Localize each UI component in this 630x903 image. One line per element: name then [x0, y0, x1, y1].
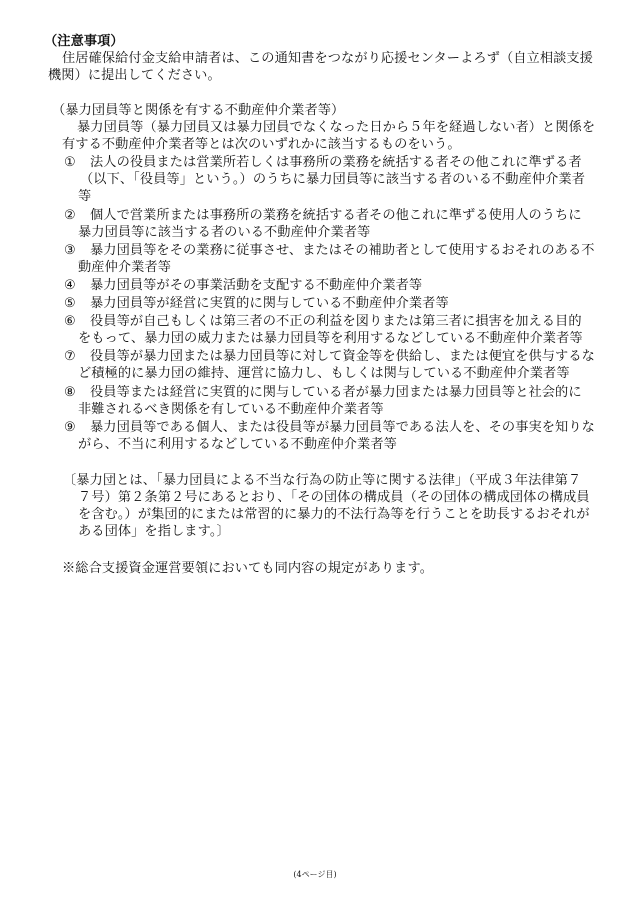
definition-line-3: を含む。）が集団的にまたは常習的に暴力的不法行為等を行うことを助長するおそれが: [78, 507, 590, 522]
definition-line-4: ある団体」を指します。〕: [78, 524, 230, 539]
list-item-text: 役員等または経営に実質的に関与している者が暴力団または暴力団員等と社会的に: [90, 385, 582, 400]
list-item-text: 暴力団員等である個人、または役員等が暴力団員等である法人を、その事実を知りな: [90, 420, 595, 435]
list-item-text: 役員等が自己もしくは第三者の不正の利益を図りまたは第三者に損害を加える目的: [90, 314, 582, 329]
list-item-number: ③: [64, 243, 76, 258]
section-intro-line-1: 暴力団員等（暴力団員又は暴力団員でなくなった日から５年を経過しない者）と関係を: [77, 120, 596, 135]
list-item-text: がら、不当に利用するなどしている不動産仲介業者等: [78, 437, 397, 452]
list-item-number: ⑤: [64, 296, 76, 311]
list-item-number: ④: [64, 278, 76, 293]
list-item-number: ②: [64, 208, 76, 223]
list-item-text: 役員等が暴力団または暴力団員等に対して資金等を供給し、または便宜を供与するな: [90, 349, 595, 364]
list-item-number: ⑦: [64, 349, 76, 364]
notice-text-line-1: 住居確保給付金支給申請者は、この通知書をつながり応援センターよろず（自立相談支援: [62, 51, 593, 66]
note-text: ※総合支援資金運営要領においても同内容の規定があります。: [62, 561, 433, 576]
section-intro-line-2: 有する不動産仲介業者等とは次のいずれかに該当するものをいう。: [62, 137, 461, 152]
list-item-text: 暴力団員等が経営に実質的に関与している不動産仲介業者等: [90, 296, 449, 311]
list-item-text: 暴力団員等に該当する者のいる不動産仲介業者等: [78, 225, 371, 240]
list-item-number: ⑧: [64, 385, 76, 400]
section-heading: （暴力団員等と関係を有する不動産仲介業者等）: [52, 103, 345, 118]
list-item-text: 動産仲介業者等: [78, 260, 172, 275]
list-item-text: （以下、「役員等」という。）のうちに暴力団員等に該当する者のいる不動産仲介業者: [80, 172, 586, 187]
list-item-text: 暴力団員等がその事業活動を支配する不動産仲介業者等: [90, 278, 423, 293]
notice-heading: （注意事項）: [44, 34, 124, 49]
definition-line-1: 〔暴力団とは、「暴力団員による不当な行為の防止等に関する法律」（平成３年法律第７: [63, 473, 582, 488]
list-item-number: ⑥: [64, 314, 76, 329]
list-item-text: 非難されるべき関係を有している不動産仲介業者等: [78, 402, 384, 417]
list-item-text: ど積極的に暴力団の維持、運営に協力し、もしくは関与している不動産仲介業者等: [78, 366, 570, 381]
notice-text-line-2: 機関）に提出してください。: [48, 68, 221, 83]
definition-line-2: ７号）第２条第２号にあるとおり、「その団体の構成員（その団体の構成団体の構成員: [78, 490, 590, 505]
list-item-text: をもって、暴力団の威力または暴力団員等を利用するなどしている不動産仲介業者等: [78, 331, 583, 346]
list-item-number: ①: [64, 155, 76, 170]
list-item-text: 法人の役員または営業所若しくは事務所の業務を統括する者その他これに準ずる者: [90, 155, 582, 170]
list-item-text: 暴力団員等をその業務に従事させ、またはその補助者として使用するおそれのある不: [90, 243, 595, 258]
page-number: (4ページ目): [293, 870, 337, 879]
list-item-text: 等: [78, 189, 92, 204]
list-item-number: ⑨: [64, 420, 76, 435]
list-item-text: 個人で営業所または事務所の業務を統括する者その他これに準ずる使用人のうちに: [90, 208, 582, 223]
